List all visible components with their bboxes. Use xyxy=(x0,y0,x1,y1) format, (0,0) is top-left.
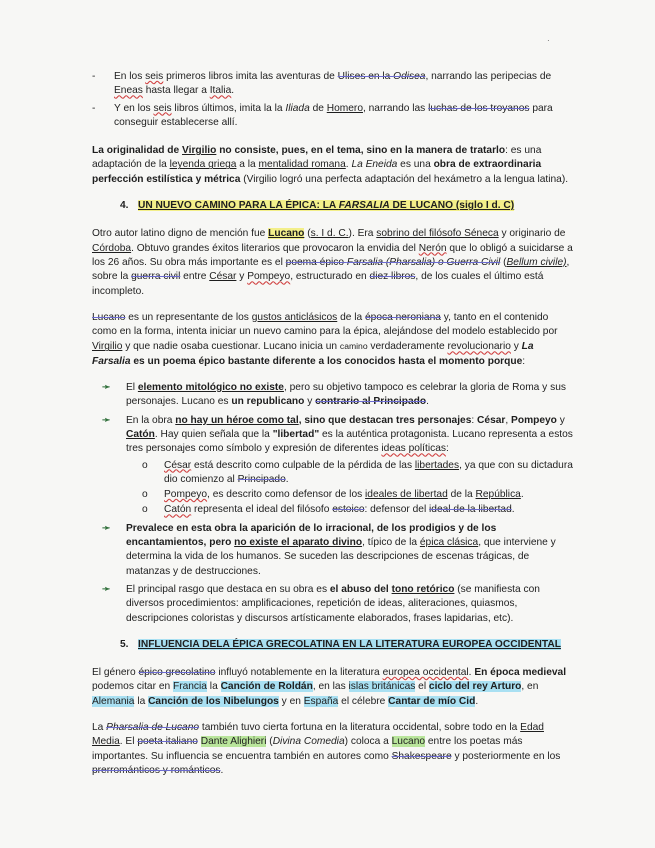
list-item: ➛ En la obra no hay un héroe como tal, sino que destacan tres personajes: César, Pompeyo y Catón. Hay quien señala que la "libertad" es la auténtica protagonista. Lucano representa a estos tres personajes como símbolo y expresión de diferentes ideas políticas: o César está descrito como culpable de la pérdida de las libertades, ya que con su dictadura dio comienzo al Principado. o Pompeyo, es descrito como defensor de los ideales de libertad de la República. o Catón representa el ideal del filósofo estoico: defensor del ideal de la libertad. xyxy=(100,414,574,518)
list-marker: - xyxy=(92,102,96,114)
lucano-paragraph-2: Lucano es un representante de los gustos anticlásicos de la época neroniana y, tanto en el contenido como en la forma, intenta iniciar un nuevo camino para la épica, alejándose del modelo establecido por Virgilio y que nadie osaba cuestionar. Lucano inicia un camino verdaderamente revolucionario y La Farsalia es un poema épico bastante diferente a los conocidos hasta el momento porque: xyxy=(92,311,558,367)
influence-paragraph-1: El género épico grecolatino influyó notablemente en la literatura europea occidental. En época medieval podemos citar en Francia la Canción de Roldán, en las islas británicas el ciclo del rey Arturo, en Alemania la Canción de los Nibelungos y en España el célebre Cantar de mío Cid. xyxy=(92,667,567,707)
document-content xyxy=(92,70,574,790)
list-item: ➛ Prevalece en esta obra la aparición de lo irracional, de los prodigios y de los encantamientos, pero no existe el aparato divino, típico de la épica clásica, que interviene y determina la vida de los humanos. Se suceden las descripciones de escenas trágicas, de matanzas y de destrucciones. xyxy=(102,522,556,577)
list-item: ➛ El elemento mitológico no existe, pero su objetivo tampoco es celebrar la gloria de Roma y sus personajes. Lucano es un republicano y contrario al Principado. xyxy=(102,382,566,408)
arrow-bullet-icon: ➛ xyxy=(102,382,111,394)
arrow-bullet-icon: ➛ xyxy=(102,583,111,595)
arrow-bullet-icon: ➛ xyxy=(102,522,111,534)
intro-list xyxy=(92,70,574,130)
influence-paragraph-2: La Pharsalia de Lucano también tuvo cierta fortuna en la literatura occidental, sobre todo en la Edad Media. El poeta italiano Dante Alighieri (Divina Comedia) coloca a Lucano entre los poetas más importantes. Su influencia se encuentra también en autores como Shakespeare y posteriormente en los prerrománticos y románticos. xyxy=(92,721,561,776)
list-item: ➛ El principal rasgo que destaca en su obra es el abuso del tono retórico (se manifiesta con diversos procedimientos: amplificaciones, repetición de ideas, aliteraciones, quiasmos, descripciones coloristas y discursos artísticamente elaborados, frases lapidarias, etc). xyxy=(102,583,540,624)
heading-number: 5. xyxy=(120,638,129,650)
lucano-paragraph-1: Otro autor latino digno de mención fue Lucano (s. I d. C.). Era sobrino del filósofo Séneca y originario de Córdoba. Obtuvo grandes éxitos literarios que provocaron la envidia del Nerón que lo obligó a suicidarse a los 26 años. Su obra más importante es el poema épico Farsalia (Pharsalia) o Guerra Civil (Bellum civile), sobre la guerra civil entre César y Pompeyo, estructurado en diez libros, de los cuales el último está incompleto. xyxy=(92,228,573,297)
section-heading-4: 4. UN NUEVO CAMINO PARA LA ÉPICA: LA FARSALIA DE LUCANO (siglo I d. C) xyxy=(120,199,574,213)
corner-mark: · xyxy=(547,36,550,45)
originality-paragraph: La originalidad de Virgilio no consiste, pues, en el tema, sino en la manera de tratarlo: es una adaptación de la leyenda griega a la mentalidad romana. La Eneida es una obra de extraordinaria perfección estilística y métrica (Virgilio logró una perfecta adaptación del hexámetro a la lengua latina). xyxy=(92,145,569,185)
list-item: - Y en los seis libros últimos, imita la la Iliada de Homero, narrando las luchas de los troyanos para conseguir establecerse allí. xyxy=(92,102,553,128)
heading-number: 4. xyxy=(120,200,129,212)
list-marker: - xyxy=(92,71,96,82)
section-heading-5: 5. INFLUENCIA DELA ÉPICA GRECOLATINA EN LA LITERATURA EUROPEA OCCIDENTAL xyxy=(120,638,574,652)
arrow-bullet-icon: ➛ xyxy=(102,414,111,426)
sublist-item: o Catón representa el ideal del filósofo estoico: defensor del ideal de la libertad. xyxy=(126,503,574,517)
features-list xyxy=(92,381,574,626)
characters-sublist xyxy=(126,459,574,518)
circle-bullet-icon: o xyxy=(142,504,148,516)
sublist-item: o César está descrito como culpable de la pérdida de las libertades, ya que con su dictadura dio comienzo al Principado. xyxy=(142,459,573,485)
circle-bullet-icon: o xyxy=(142,459,148,471)
sublist-item: o Pompeyo, es descrito como defensor de los ideales de libertad de la República. xyxy=(126,488,574,502)
circle-bullet-icon: o xyxy=(142,489,148,501)
list-item: - En los seis primeros libros imita las aventuras de Ulises en la Odisea, narrando las peripecias de Eneas hasta llegar a Italia. xyxy=(92,71,552,97)
